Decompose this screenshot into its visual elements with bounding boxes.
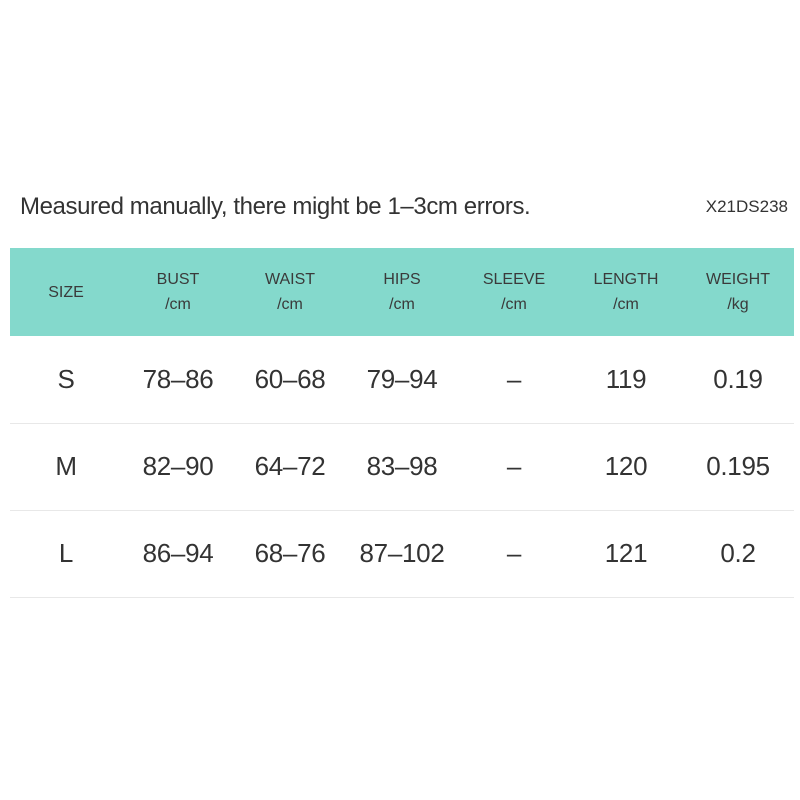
table-header-row (10, 248, 794, 336)
header-bust (122, 248, 234, 336)
cell-waist: 68–76 (254, 538, 326, 568)
cell-bust: 82–90 (142, 451, 214, 481)
cell-waist: 60–68 (254, 363, 326, 394)
cell-sleeve: – (506, 538, 522, 568)
cell-hips: 87–102 (359, 538, 445, 568)
header-waist (234, 248, 346, 336)
cell-length: 121 (604, 538, 648, 568)
header-length-unit: /cm (613, 296, 639, 313)
cell-size: S (57, 363, 75, 394)
cell-bust: 86–94 (142, 538, 214, 568)
header-size-label: SIZE (48, 283, 84, 301)
cell-weight: 0.2 (720, 538, 756, 568)
header-bust-label: BUST (156, 271, 200, 288)
header-length (570, 248, 682, 336)
header-length-label: LENGTH (593, 271, 659, 288)
cell-weight: 0.19 (713, 363, 763, 394)
cell-length: 120 (604, 451, 648, 481)
measurement-note-bar (20, 190, 790, 224)
cell-size: M (55, 451, 77, 481)
cell-hips: 83–98 (366, 451, 438, 481)
header-hips-label: HIPS (383, 271, 421, 288)
cell-weight: 0.195 (706, 451, 770, 481)
header-weight (682, 248, 794, 336)
cell-sleeve: – (506, 363, 522, 394)
header-sleeve-unit: /cm (501, 296, 527, 313)
cell-waist: 64–72 (254, 451, 326, 481)
header-sleeve (458, 248, 570, 336)
header-hips (346, 248, 458, 336)
header-weight-unit: /kg (727, 296, 749, 313)
table-row (10, 423, 794, 510)
cell-bust: 78–86 (142, 363, 214, 394)
header-hips-unit: /cm (389, 296, 415, 313)
header-waist-label: WAIST (264, 271, 316, 288)
header-bust-unit: /cm (165, 296, 191, 313)
header-size (10, 248, 122, 336)
cell-length: 119 (605, 363, 647, 394)
measurement-disclaimer: Measured manually, there might be 1–3cm errors. (20, 193, 531, 220)
product-code: X21DS238 (705, 197, 788, 216)
header-weight-label: WEIGHT (706, 271, 770, 288)
table-row (10, 510, 794, 597)
table-row (10, 336, 794, 423)
header-sleeve-label: SLEEVE (482, 271, 546, 288)
cell-size: L (58, 538, 74, 568)
size-chart-table (10, 248, 794, 598)
cell-sleeve: – (506, 451, 522, 481)
cell-hips: 79–94 (366, 363, 438, 394)
header-waist-unit: /cm (277, 296, 303, 313)
